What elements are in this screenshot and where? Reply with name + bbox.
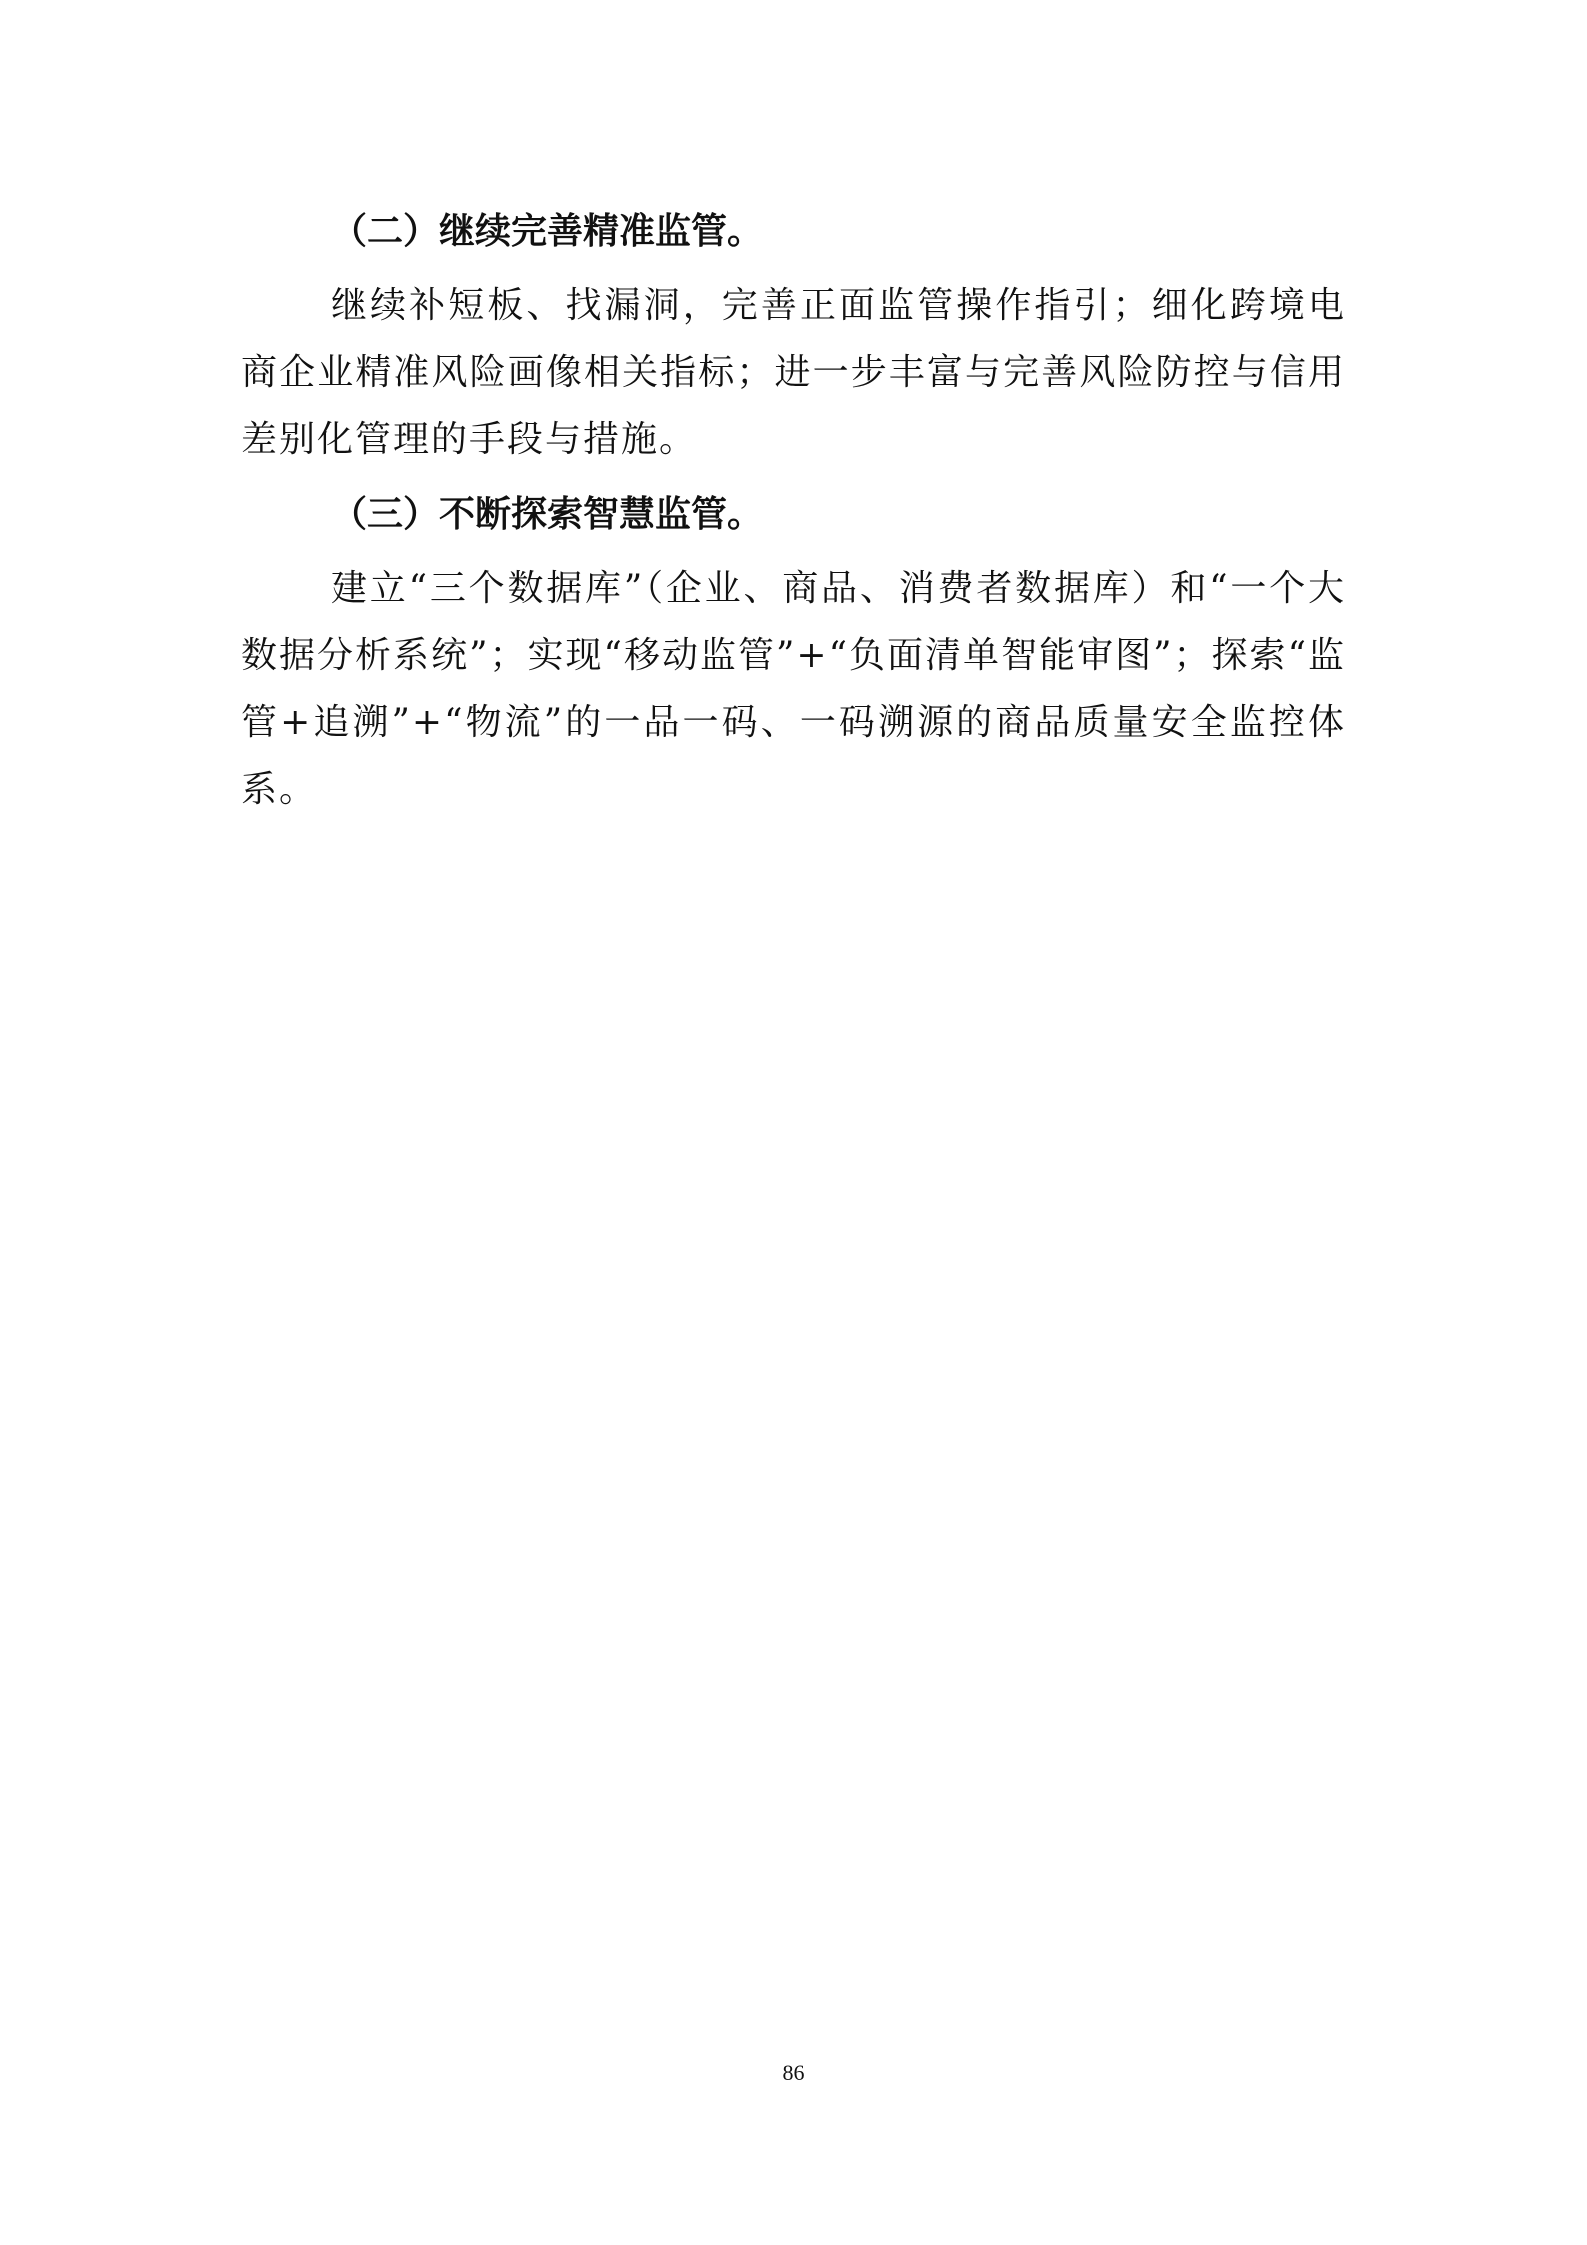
section-body-smart-regulation: 建立“三个数据库”（企业、商品、消费者数据库）和“一个大数据分析系统”；实现“移动监管”+“负面清单智能审图”；探索“监管+追溯”+“物流”的一品一码、一码溯源的商品质量安全监控体系。 (241, 568, 1346, 810)
section-heading-precise-regulation: （二）继续完善精准监管。 (331, 210, 764, 252)
section-body-precise-regulation: 继续补短板、找漏洞，完善正面监管操作指引；细化跨境电商企业精准风险画像相关指标；进一步丰富与完善风险防控与信用差别化管理的手段与措施。 (241, 285, 1346, 460)
page-content (241, 204, 1346, 837)
page-number: 86 (782, 2060, 805, 2085)
section-heading-smart-regulation: （三）不断探索智慧监管。 (331, 493, 764, 535)
